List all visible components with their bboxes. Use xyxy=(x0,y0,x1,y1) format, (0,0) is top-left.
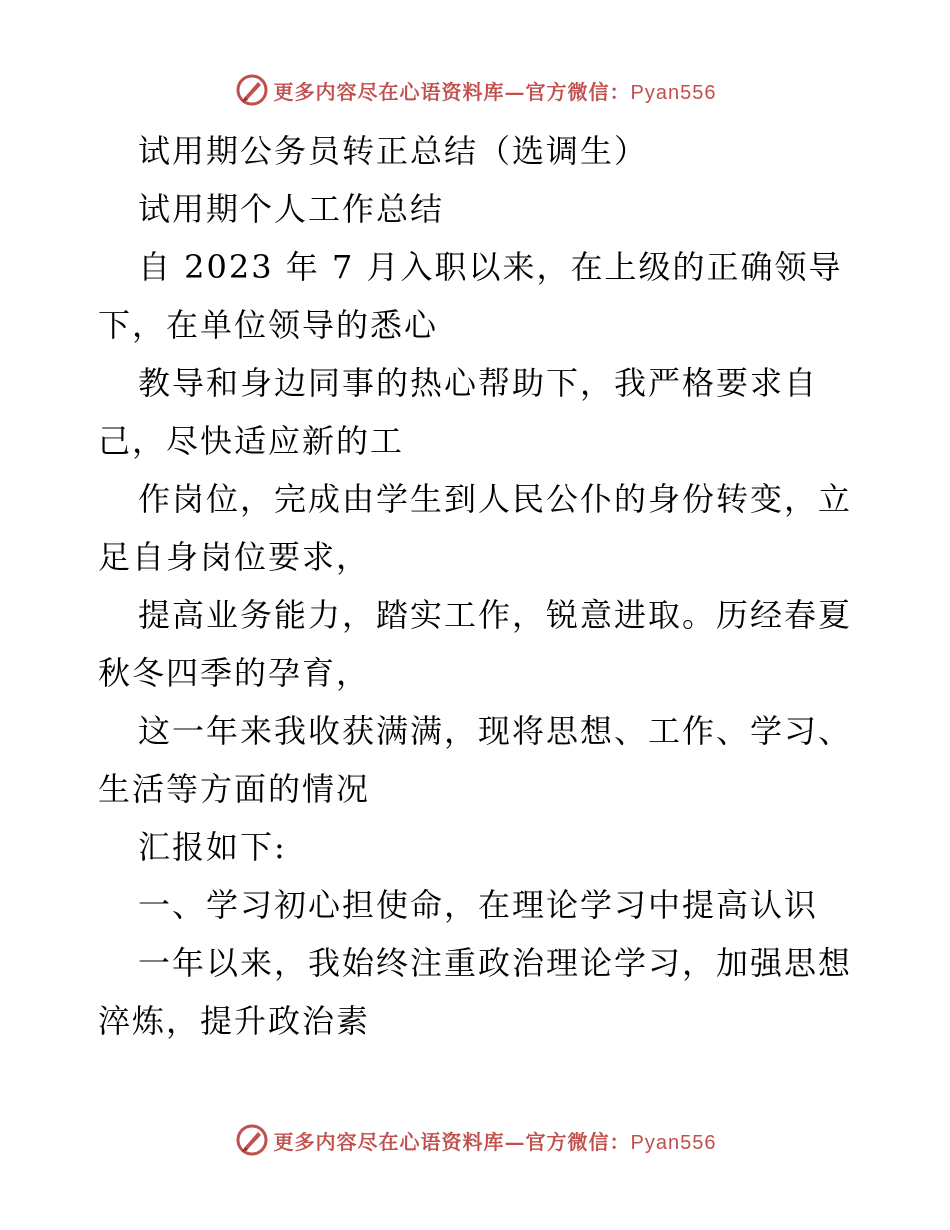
paragraph-line: 生活等方面的情况 xyxy=(98,770,371,808)
paragraph-line: 作岗位，完成由学生到人民公仆的身份转变，立 xyxy=(138,480,853,518)
paragraph-line: 己，尽快适应新的工 xyxy=(98,422,405,460)
watermark-text: 更多内容尽在心语资料库—官方微信：Pyan556 xyxy=(273,79,717,104)
paragraph-line: 这一年来我收获满满，现将思想、工作、学习、 xyxy=(138,712,853,750)
document-body xyxy=(98,122,858,1050)
wechat-id: Pyan556 xyxy=(630,1131,717,1154)
paragraph-line: 一年以来，我始终注重政治理论学习，加强思想 xyxy=(138,944,853,982)
paragraph-line: 教导和身边同事的热心帮助下，我严格要求自 xyxy=(138,364,819,402)
paragraph-line: 自 2023 年 7 月入职以来，在上级的正确领导 xyxy=(138,248,843,286)
section-heading: 一、学习初心担使命，在理论学习中提高认识 xyxy=(138,886,819,924)
document-subtitle: 试用期个人工作总结 xyxy=(138,190,445,228)
watermark-text: 更多内容尽在心语资料库—官方微信：Pyan556 xyxy=(273,1129,717,1154)
header-watermark-banner xyxy=(0,70,950,110)
quill-pen-logo-icon xyxy=(234,72,270,108)
paragraph-line: 汇报如下: xyxy=(138,828,287,866)
document-title: 试用期公务员转正总结（选调生） xyxy=(138,132,649,170)
paragraph-line: 提高业务能力，踏实工作，锐意进取。历经春夏 xyxy=(138,596,853,634)
paragraph-line: 淬炼，提升政治素 xyxy=(98,1002,371,1040)
paragraph-line: 足自身岗位要求， xyxy=(98,538,371,576)
paragraph-line: 下，在单位领导的悉心 xyxy=(98,306,439,344)
footer-watermark-banner xyxy=(0,1120,950,1160)
wechat-id: Pyan556 xyxy=(630,81,717,104)
paragraph-line: 秋冬四季的孕育， xyxy=(98,654,371,692)
quill-pen-logo-icon xyxy=(234,1122,270,1158)
